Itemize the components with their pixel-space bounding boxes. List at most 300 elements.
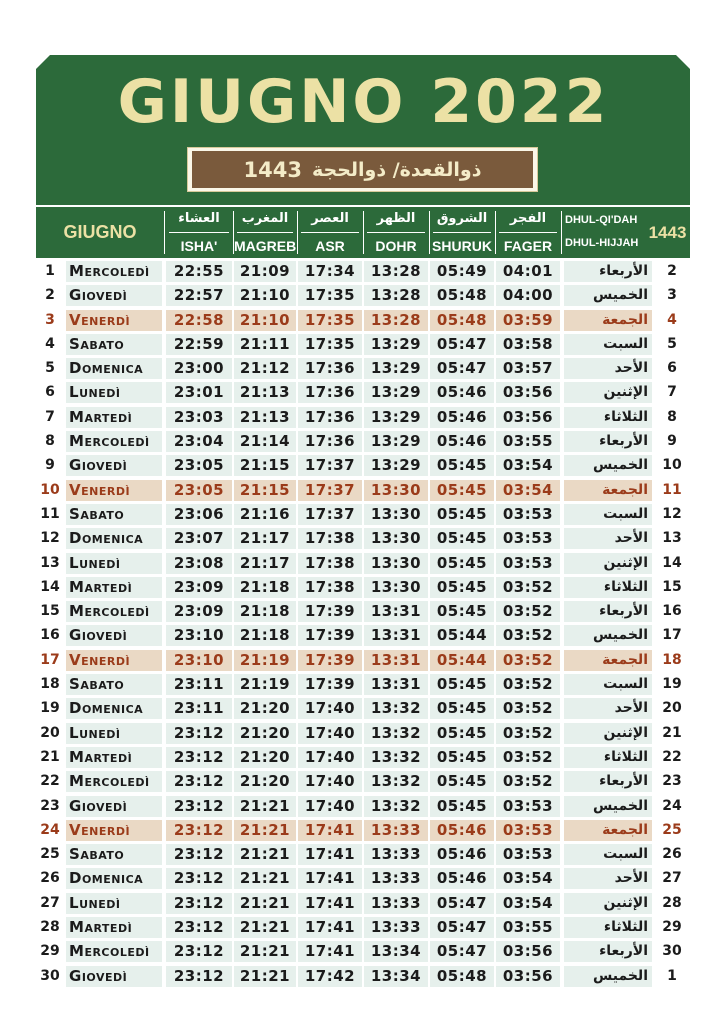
hijri-day: 8 bbox=[667, 408, 677, 425]
hijri-day: 20 bbox=[662, 700, 682, 717]
arabic-weekday: الجمعة bbox=[564, 480, 652, 501]
shuruk-time: 05:45 bbox=[430, 723, 494, 744]
hijri-day: 7 bbox=[667, 384, 677, 401]
asr-time: 17:36 bbox=[298, 407, 362, 428]
fager-time: 03:52 bbox=[496, 577, 560, 598]
table-row bbox=[36, 796, 690, 820]
fager-time: 03:52 bbox=[496, 723, 560, 744]
weekday: VENERDÌ bbox=[66, 480, 162, 501]
asr-time: 17:41 bbox=[298, 820, 362, 841]
hijri-day: 25 bbox=[662, 821, 682, 838]
table-row bbox=[36, 382, 690, 406]
day-number: 8 bbox=[45, 433, 55, 450]
weekday: GIOVEDÌ bbox=[66, 455, 162, 476]
day-number: 2 bbox=[45, 287, 55, 304]
hijri-day: 14 bbox=[662, 554, 682, 571]
dhul-hijjah-label: DHUL-HIJJAH bbox=[565, 237, 639, 249]
table-row bbox=[36, 820, 690, 844]
asr-time: 17:40 bbox=[298, 796, 362, 817]
weekday: GIOVEDÌ bbox=[66, 625, 162, 646]
isha-header-lat: ISHA' bbox=[180, 238, 218, 254]
isha-time: 23:09 bbox=[166, 601, 232, 622]
weekday: GIOVEDÌ bbox=[66, 285, 162, 306]
asr-time: 17:35 bbox=[298, 334, 362, 355]
weekday: LUNEDÌ bbox=[66, 893, 162, 914]
shuruk-time: 05:48 bbox=[430, 310, 494, 331]
weekday: GIOVEDÌ bbox=[66, 796, 162, 817]
day-number: 20 bbox=[40, 724, 60, 741]
weekday: MERCOLEDÌ bbox=[66, 601, 162, 622]
table-row bbox=[36, 723, 690, 747]
fager-time: 03:52 bbox=[496, 601, 560, 622]
asr-time: 17:36 bbox=[298, 358, 362, 379]
arabic-weekday: الخميس bbox=[564, 285, 652, 306]
table-row bbox=[36, 334, 690, 358]
dohr-header-ar: الظهر bbox=[376, 211, 416, 226]
day-number: 12 bbox=[40, 530, 60, 547]
shuruk-time: 05:45 bbox=[430, 796, 494, 817]
asr-time: 17:37 bbox=[298, 480, 362, 501]
isha-time: 23:06 bbox=[166, 504, 232, 525]
isha-header bbox=[166, 207, 232, 258]
asr-time: 17:39 bbox=[298, 650, 362, 671]
isha-time: 23:05 bbox=[166, 480, 232, 501]
hijri-day: 13 bbox=[662, 530, 682, 547]
isha-time: 22:57 bbox=[166, 285, 232, 306]
asr-time: 17:40 bbox=[298, 723, 362, 744]
fager-time: 03:55 bbox=[496, 917, 560, 938]
magreb-time: 21:18 bbox=[234, 577, 296, 598]
prayer-times-table bbox=[36, 207, 690, 990]
arabic-weekday: الأحد bbox=[564, 868, 652, 889]
table-row bbox=[36, 868, 690, 892]
magreb-time: 21:21 bbox=[234, 820, 296, 841]
fager-time: 03:54 bbox=[496, 893, 560, 914]
isha-time: 23:12 bbox=[166, 893, 232, 914]
dohr-time: 13:33 bbox=[364, 820, 428, 841]
shuruk-time: 05:44 bbox=[430, 625, 494, 646]
day-number: 13 bbox=[40, 554, 60, 571]
table-body bbox=[36, 261, 690, 990]
fager-time: 03:53 bbox=[496, 844, 560, 865]
magreb-header bbox=[234, 207, 296, 258]
dohr-time: 13:32 bbox=[364, 698, 428, 719]
arabic-weekday: الخميس bbox=[564, 455, 652, 476]
weekday: MARTEDÌ bbox=[66, 577, 162, 598]
arabic-weekday: السبت bbox=[564, 674, 652, 695]
shuruk-time: 05:45 bbox=[430, 601, 494, 622]
table-row bbox=[36, 650, 690, 674]
asr-time: 17:38 bbox=[298, 577, 362, 598]
divider bbox=[499, 232, 557, 233]
magreb-time: 21:18 bbox=[234, 625, 296, 646]
arabic-weekday: الخميس bbox=[564, 966, 652, 987]
isha-header-ar: العشاء bbox=[178, 211, 220, 226]
arabic-weekday: السبت bbox=[564, 504, 652, 525]
arabic-weekday: الجمعة bbox=[564, 650, 652, 671]
hijri-day: 2 bbox=[667, 263, 677, 279]
fager-time: 03:52 bbox=[496, 771, 560, 792]
fager-time: 03:56 bbox=[496, 941, 560, 962]
shuruk-time: 05:47 bbox=[430, 893, 494, 914]
arabic-weekday: الأربعاء bbox=[564, 771, 652, 792]
hijri-day: 18 bbox=[662, 651, 682, 668]
hijri-day: 12 bbox=[662, 505, 682, 522]
fager-time: 03:52 bbox=[496, 650, 560, 671]
dohr-header bbox=[364, 207, 428, 258]
shuruk-time: 05:45 bbox=[430, 577, 494, 598]
asr-time: 17:38 bbox=[298, 553, 362, 574]
hijri-day: 28 bbox=[662, 894, 682, 911]
isha-time: 23:12 bbox=[166, 966, 232, 987]
table-row bbox=[36, 601, 690, 625]
magreb-time: 21:19 bbox=[234, 650, 296, 671]
arabic-weekday: الإثنين bbox=[564, 382, 652, 403]
hijri-day: 23 bbox=[662, 773, 682, 790]
weekday: MARTEDÌ bbox=[66, 747, 162, 768]
shuruk-time: 05:46 bbox=[430, 844, 494, 865]
asr-time: 17:37 bbox=[298, 504, 362, 525]
shuruk-time: 05:45 bbox=[430, 698, 494, 719]
table-row bbox=[36, 674, 690, 698]
arabic-weekday: الإثنين bbox=[564, 723, 652, 744]
day-number: 11 bbox=[40, 505, 60, 522]
page-title: GIUGNO 2022 bbox=[117, 67, 610, 137]
day-number: 23 bbox=[40, 797, 60, 814]
table-row bbox=[36, 285, 690, 309]
dohr-time: 13:29 bbox=[364, 455, 428, 476]
hijri-day: 10 bbox=[662, 457, 682, 474]
magreb-time: 21:16 bbox=[234, 504, 296, 525]
shuruk-time: 05:46 bbox=[430, 382, 494, 403]
fager-time: 03:54 bbox=[496, 480, 560, 501]
fager-time: 03:56 bbox=[496, 966, 560, 987]
magreb-time: 21:17 bbox=[234, 528, 296, 549]
isha-time: 23:05 bbox=[166, 455, 232, 476]
day-number: 5 bbox=[45, 360, 55, 377]
day-number: 10 bbox=[40, 481, 60, 498]
arabic-weekday: السبت bbox=[564, 334, 652, 355]
table-row bbox=[36, 455, 690, 479]
magreb-time: 21:10 bbox=[234, 310, 296, 331]
asr-header-ar: العصر bbox=[311, 211, 349, 226]
day-number: 26 bbox=[40, 870, 60, 887]
hijri-day: 9 bbox=[667, 433, 677, 450]
fager-time: 03:57 bbox=[496, 358, 560, 379]
shuruk-time: 05:48 bbox=[430, 285, 494, 306]
day-number: 3 bbox=[45, 311, 55, 328]
day-number: 27 bbox=[40, 894, 60, 911]
magreb-header-ar: المغرب bbox=[241, 211, 289, 226]
magreb-time: 21:14 bbox=[234, 431, 296, 452]
day-number: 14 bbox=[40, 578, 60, 595]
shuruk-time: 05:45 bbox=[430, 528, 494, 549]
table-header bbox=[36, 207, 690, 258]
weekday: SABATO bbox=[66, 504, 162, 525]
isha-time: 22:58 bbox=[166, 310, 232, 331]
isha-time: 23:03 bbox=[166, 407, 232, 428]
table-row bbox=[36, 577, 690, 601]
arabic-weekday: الثلاثاء bbox=[564, 407, 652, 428]
magreb-time: 21:21 bbox=[234, 893, 296, 914]
hijri-months-header bbox=[563, 207, 645, 258]
weekday: VENERDÌ bbox=[66, 820, 162, 841]
day-number: 19 bbox=[40, 700, 60, 717]
fager-time: 03:55 bbox=[496, 431, 560, 452]
asr-header bbox=[298, 207, 362, 258]
table-row bbox=[36, 771, 690, 795]
hijri-day: 27 bbox=[662, 870, 682, 887]
isha-time: 23:11 bbox=[166, 674, 232, 695]
isha-time: 23:10 bbox=[166, 625, 232, 646]
divider bbox=[367, 232, 425, 233]
asr-time: 17:38 bbox=[298, 528, 362, 549]
day-number: 15 bbox=[40, 603, 60, 620]
fager-time: 03:54 bbox=[496, 455, 560, 476]
magreb-time: 21:21 bbox=[234, 796, 296, 817]
isha-time: 23:09 bbox=[166, 577, 232, 598]
day-number: 6 bbox=[45, 384, 55, 401]
asr-time: 17:41 bbox=[298, 917, 362, 938]
table-row bbox=[36, 431, 690, 455]
fager-time: 03:59 bbox=[496, 310, 560, 331]
weekday: VENERDÌ bbox=[66, 310, 162, 331]
fager-header-ar: الفجر bbox=[509, 211, 547, 226]
weekday: DOMENICA bbox=[66, 528, 162, 549]
dohr-time: 13:30 bbox=[364, 480, 428, 501]
arabic-weekday: الثلاثاء bbox=[564, 577, 652, 598]
hijri-day: 3 bbox=[667, 287, 677, 304]
hijri-day: 26 bbox=[662, 846, 682, 863]
dohr-time: 13:31 bbox=[364, 674, 428, 695]
weekday: MERCOLEDÌ bbox=[66, 431, 162, 452]
magreb-time: 21:17 bbox=[234, 553, 296, 574]
weekday: SABATO bbox=[66, 334, 162, 355]
dohr-header-lat: DOHR bbox=[375, 238, 417, 254]
weekday: LUNEDÌ bbox=[66, 553, 162, 574]
asr-time: 17:39 bbox=[298, 674, 362, 695]
table-row bbox=[36, 844, 690, 868]
shuruk-time: 05:45 bbox=[430, 771, 494, 792]
table-row bbox=[36, 553, 690, 577]
day-number: 21 bbox=[40, 748, 60, 765]
isha-time: 23:12 bbox=[166, 868, 232, 889]
magreb-time: 21:20 bbox=[234, 698, 296, 719]
table-row bbox=[36, 261, 690, 285]
table-row bbox=[36, 917, 690, 941]
fager-time: 03:56 bbox=[496, 407, 560, 428]
magreb-time: 21:21 bbox=[234, 917, 296, 938]
arabic-weekday: الخميس bbox=[564, 796, 652, 817]
shuruk-time: 05:45 bbox=[430, 553, 494, 574]
isha-time: 23:01 bbox=[166, 382, 232, 403]
shuruk-time: 05:45 bbox=[430, 455, 494, 476]
isha-time: 23:00 bbox=[166, 358, 232, 379]
asr-time: 17:36 bbox=[298, 382, 362, 403]
arabic-weekday: الإثنين bbox=[564, 893, 652, 914]
hijri-day: 21 bbox=[662, 724, 682, 741]
day-number: 25 bbox=[40, 846, 60, 863]
table-row bbox=[36, 504, 690, 528]
dohr-time: 13:32 bbox=[364, 771, 428, 792]
shuruk-time: 05:46 bbox=[430, 820, 494, 841]
fager-time: 03:52 bbox=[496, 625, 560, 646]
asr-time: 17:41 bbox=[298, 868, 362, 889]
hijri-year-header: 1443 bbox=[648, 223, 687, 242]
day-number: 1 bbox=[45, 263, 55, 279]
fager-header-lat: FAGER bbox=[503, 238, 553, 254]
day-number: 18 bbox=[40, 676, 60, 693]
shuruk-time: 05:47 bbox=[430, 941, 494, 962]
dohr-time: 13:31 bbox=[364, 625, 428, 646]
asr-time: 17:35 bbox=[298, 285, 362, 306]
dohr-time: 13:32 bbox=[364, 723, 428, 744]
arabic-weekday: الجمعة bbox=[564, 310, 652, 331]
weekday: DOMENICA bbox=[66, 698, 162, 719]
arabic-weekday: الأحد bbox=[564, 528, 652, 549]
shuruk-time: 05:46 bbox=[430, 868, 494, 889]
dohr-time: 13:33 bbox=[364, 917, 428, 938]
hijri-day: 6 bbox=[667, 360, 677, 377]
dohr-time: 13:33 bbox=[364, 893, 428, 914]
dhul-qidah-label: DHUL-QI'DAH bbox=[565, 214, 638, 226]
weekday: MERCOLEDÌ bbox=[66, 941, 162, 962]
day-number: 16 bbox=[40, 627, 60, 644]
magreb-time: 21:20 bbox=[234, 771, 296, 792]
arabic-weekday: الجمعة bbox=[564, 820, 652, 841]
table-row bbox=[36, 747, 690, 771]
dohr-time: 13:31 bbox=[364, 650, 428, 671]
shuruk-time: 05:46 bbox=[430, 431, 494, 452]
day-number: 17 bbox=[40, 651, 60, 668]
fager-time: 03:52 bbox=[496, 747, 560, 768]
weekday: DOMENICA bbox=[66, 358, 162, 379]
magreb-time: 21:11 bbox=[234, 334, 296, 355]
magreb-time: 21:13 bbox=[234, 407, 296, 428]
divider bbox=[561, 211, 562, 254]
shuruk-time: 05:44 bbox=[430, 650, 494, 671]
shuruk-header bbox=[430, 207, 494, 258]
shuruk-time: 05:45 bbox=[430, 480, 494, 501]
weekday: LUNEDÌ bbox=[66, 723, 162, 744]
isha-time: 23:04 bbox=[166, 431, 232, 452]
asr-time: 17:40 bbox=[298, 747, 362, 768]
isha-time: 23:12 bbox=[166, 723, 232, 744]
fager-time: 04:01 bbox=[496, 261, 560, 282]
day-number: 29 bbox=[40, 943, 60, 960]
arabic-weekday: الأربعاء bbox=[564, 261, 652, 282]
hijri-year: 1443 bbox=[243, 157, 302, 182]
hijri-day: 30 bbox=[662, 943, 682, 960]
asr-time: 17:35 bbox=[298, 310, 362, 331]
table-row bbox=[36, 358, 690, 382]
arabic-weekday: الأربعاء bbox=[564, 431, 652, 452]
hijri-day: 5 bbox=[667, 335, 677, 352]
isha-time: 23:12 bbox=[166, 820, 232, 841]
day-number: 30 bbox=[40, 967, 60, 984]
dohr-time: 13:30 bbox=[364, 528, 428, 549]
shuruk-time: 05:48 bbox=[430, 966, 494, 987]
hijri-months: ذوالقعدة/ ذوالحجة bbox=[311, 158, 482, 181]
isha-time: 23:10 bbox=[166, 650, 232, 671]
asr-time: 17:36 bbox=[298, 431, 362, 452]
shuruk-header-lat: SHURUK bbox=[432, 238, 492, 254]
asr-time: 17:41 bbox=[298, 844, 362, 865]
day-number: 4 bbox=[45, 335, 55, 352]
weekday: MARTEDÌ bbox=[66, 917, 162, 938]
fager-time: 03:53 bbox=[496, 504, 560, 525]
divider bbox=[164, 211, 165, 254]
hijri-day: 29 bbox=[662, 919, 682, 936]
fager-time: 04:00 bbox=[496, 285, 560, 306]
isha-time: 23:12 bbox=[166, 941, 232, 962]
dohr-time: 13:28 bbox=[364, 261, 428, 282]
divider bbox=[433, 232, 491, 233]
isha-time: 23:07 bbox=[166, 528, 232, 549]
table-row bbox=[36, 625, 690, 649]
hijri-day: 16 bbox=[662, 603, 682, 620]
weekday: MARTEDÌ bbox=[66, 407, 162, 428]
arabic-weekday: الثلاثاء bbox=[564, 917, 652, 938]
dohr-time: 13:28 bbox=[364, 285, 428, 306]
fager-time: 03:53 bbox=[496, 796, 560, 817]
asr-time: 17:39 bbox=[298, 625, 362, 646]
shuruk-header-ar: الشروق bbox=[436, 211, 488, 226]
arabic-weekday: الأربعاء bbox=[564, 601, 652, 622]
dohr-time: 13:30 bbox=[364, 504, 428, 525]
dohr-time: 13:34 bbox=[364, 941, 428, 962]
arabic-weekday: الأحد bbox=[564, 358, 652, 379]
fager-time: 03:52 bbox=[496, 698, 560, 719]
fager-time: 03:54 bbox=[496, 868, 560, 889]
magreb-header-lat: MAGREB bbox=[234, 238, 297, 254]
weekday: LUNEDÌ bbox=[66, 382, 162, 403]
dohr-time: 13:31 bbox=[364, 601, 428, 622]
day-number: 22 bbox=[40, 773, 60, 790]
table-row bbox=[36, 528, 690, 552]
asr-time: 17:34 bbox=[298, 261, 362, 282]
table-row bbox=[36, 966, 690, 990]
table-row bbox=[36, 480, 690, 504]
shuruk-time: 05:45 bbox=[430, 504, 494, 525]
dohr-time: 13:29 bbox=[364, 431, 428, 452]
magreb-time: 21:12 bbox=[234, 358, 296, 379]
weekday: SABATO bbox=[66, 674, 162, 695]
magreb-time: 21:15 bbox=[234, 455, 296, 476]
table-row bbox=[36, 407, 690, 431]
weekday: MERCOLEDÌ bbox=[66, 771, 162, 792]
hijri-day: 15 bbox=[662, 578, 682, 595]
dohr-time: 13:29 bbox=[364, 382, 428, 403]
dohr-time: 13:28 bbox=[364, 310, 428, 331]
fager-time: 03:53 bbox=[496, 820, 560, 841]
hijri-day: 4 bbox=[667, 311, 677, 328]
isha-time: 22:59 bbox=[166, 334, 232, 355]
magreb-time: 21:09 bbox=[234, 261, 296, 282]
hijri-day: 19 bbox=[662, 676, 682, 693]
magreb-time: 21:13 bbox=[234, 382, 296, 403]
fager-time: 03:53 bbox=[496, 553, 560, 574]
table-row bbox=[36, 893, 690, 917]
hijri-day: 11 bbox=[662, 481, 682, 498]
isha-time: 23:12 bbox=[166, 747, 232, 768]
dohr-time: 13:29 bbox=[364, 334, 428, 355]
table-row bbox=[36, 941, 690, 965]
arabic-weekday: الثلاثاء bbox=[564, 747, 652, 768]
hijri-day: 24 bbox=[662, 797, 682, 814]
asr-time: 17:41 bbox=[298, 893, 362, 914]
asr-time: 17:37 bbox=[298, 455, 362, 476]
